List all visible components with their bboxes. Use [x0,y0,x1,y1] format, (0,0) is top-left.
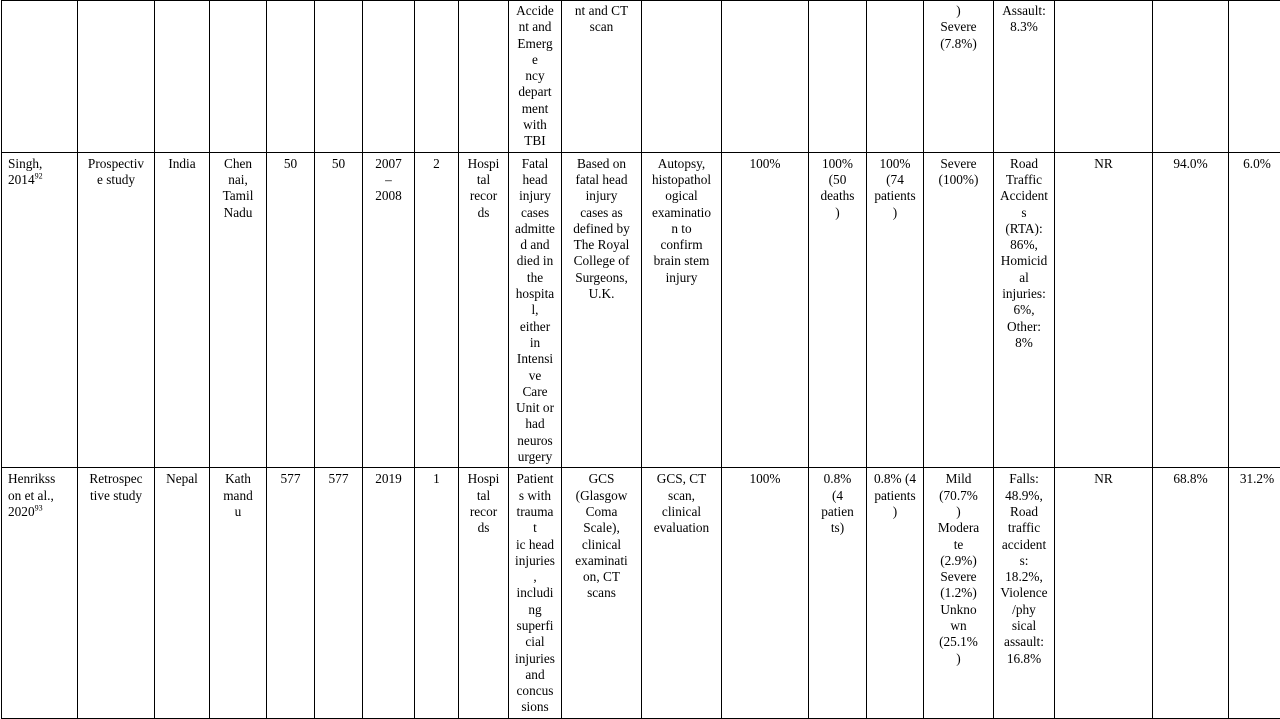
cell-population: Patient s with traumat ic head injuries , includi ng superfi cial injuries and concus sions [509,468,562,718]
cell-study [2,1,78,153]
cell-source: Hospi tal recor ds [459,468,509,718]
table-row [2,152,1280,468]
cell-design: Prospectiv e study [78,152,155,468]
cell-city [210,1,267,153]
cell-definition: nt and CT scan [562,1,642,153]
cell-population: Fatal head injury cases admitte d and died in the hospita l, either in Intensi ve Care Unit or had neuros urgery [509,152,562,468]
cell-p1: 100% [722,468,809,718]
cell-design: Retrospec tive study [78,468,155,718]
cell-female [1229,1,1280,153]
cell-source [459,1,509,153]
cell-mechanism: Assault: 8.3% [994,1,1055,153]
cell-sites: 2 [415,152,459,468]
cell-period: 2019 [363,468,415,718]
cell-mechanism: Falls: 48.9%, Road traffic accidents: 18.2%, Violence/phy sical assault: 16.8% [994,468,1055,718]
cell-population: Accide nt and Emerge ncy depart ment with TBI [509,1,562,153]
cell-diagnosis: GCS, CT scan, clinical evaluation [642,468,722,718]
cell-p3: 100% (74 patients) [867,152,924,468]
cell-n1 [267,1,315,153]
cell-country: India [155,152,210,468]
cell-extra [1055,1,1153,153]
cell-diagnosis [642,1,722,153]
cell-p2: 0.8% (4 patien ts) [809,468,867,718]
cell-mechanism: Road Traffic Accidents (RTA): 86%, Homicidal injuries: 6%, Other: 8% [994,152,1055,468]
cell-extra: NR [1055,152,1153,468]
cell-p3: 0.8% (4 patients) [867,468,924,718]
cell-source: Hospi tal recor ds [459,152,509,468]
cell-diagnosis: Autopsy, histopathol ogical examinatio n to confirm brain stem injury [642,152,722,468]
cell-definition: Based on fatal head injury cases as defined by The Royal College of Surgeons, U.K. [562,152,642,468]
table-row [2,468,1280,718]
cell-p1 [722,1,809,153]
cell-country: Nepal [155,468,210,718]
cell-sites: 1 [415,468,459,718]
cell-n1: 577 [267,468,315,718]
cell-male: 94.0% [1153,152,1229,468]
cell-male [1153,1,1229,153]
cell-severity: Mild (70.7% ) Modera te (2.9%) Severe (1.2%) Unkno wn (25.1% ) [924,468,994,718]
cell-female: 6.0% [1229,152,1280,468]
cell-period: 2007 – 2008 [363,152,415,468]
cell-study: Singh, 2014$^{92}$ [2,152,78,468]
cell-severity: ) Severe (7.8%) [924,1,994,153]
cell-period [363,1,415,153]
studies-table [1,0,1280,719]
cell-country [155,1,210,153]
cell-p3 [867,1,924,153]
cell-p2: 100% (50 deaths ) [809,152,867,468]
cell-n2: 577 [315,468,363,718]
cell-male: 68.8% [1153,468,1229,718]
cell-n1: 50 [267,152,315,468]
cell-definition: GCS (Glasgow Coma Scale), clinical examinati on, CT scans [562,468,642,718]
cell-p1: 100% [722,152,809,468]
table-row [2,1,1280,153]
cell-study: Henrikss on et al., 2020$^{93}$ [2,468,78,718]
cell-p2 [809,1,867,153]
cell-city: Kath mand u [210,468,267,718]
cell-sites [415,1,459,153]
cell-female: 31.2% [1229,468,1280,718]
cell-extra: NR [1055,468,1153,718]
cell-n2: 50 [315,152,363,468]
cell-severity: Severe (100%) [924,152,994,468]
cell-n2 [315,1,363,153]
cell-city: Chen nai, Tamil Nadu [210,152,267,468]
cell-design [78,1,155,153]
